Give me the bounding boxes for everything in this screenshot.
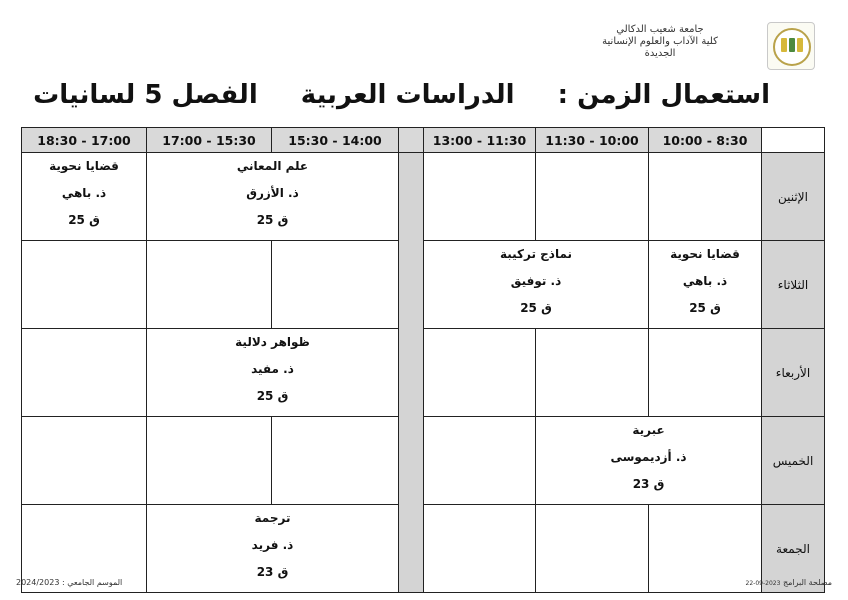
lunch-break-column: [399, 153, 424, 593]
issuer-label: مصلحة البرامج: [782, 578, 832, 587]
slot-header: 17:00 - 18:30: [22, 128, 147, 153]
session-cell: [536, 417, 762, 505]
session-cell: [424, 241, 649, 329]
session-course: نماذج تركيبة: [499, 247, 573, 261]
day-label: الثلاثاء: [762, 241, 825, 329]
footer-issuer: [746, 578, 832, 587]
empty-slot: [649, 329, 762, 417]
lunch-break: [399, 128, 424, 153]
university-name: جامعة شعيب الدكالي: [616, 24, 704, 35]
session-room: ق 25: [68, 213, 100, 227]
empty-slot: [536, 329, 649, 417]
empty-slot: [147, 241, 272, 329]
empty-slot: [272, 417, 399, 505]
empty-slot: [147, 417, 272, 505]
empty-slot: [424, 153, 536, 241]
empty-slot: [22, 417, 147, 505]
session-cell: [22, 153, 147, 241]
empty-slot: [536, 153, 649, 241]
university-header: [575, 24, 745, 60]
session-course: عبرية: [632, 423, 665, 437]
session-teacher: ذ. أزديموسى: [610, 450, 687, 464]
session-course: ترجمة: [254, 511, 291, 525]
session-teacher: ذ. مفيد: [251, 362, 294, 376]
timetable-header-row: [22, 128, 825, 153]
timetable: [21, 127, 825, 593]
university-logo: [767, 22, 815, 70]
day-row-friday: [22, 505, 825, 593]
session-teacher: ذ. باهي: [61, 186, 107, 200]
academic-year: الموسم الجامعي : 2024/2023: [16, 578, 123, 587]
session-teacher: ذ. توفيق: [510, 274, 562, 288]
title-semester: الفصل 5 لسانيات: [33, 80, 258, 110]
slot-header: 15:30 - 17:00: [147, 128, 272, 153]
page-title: [33, 80, 770, 110]
empty-slot: [272, 241, 399, 329]
session-room: ق 23: [256, 565, 289, 579]
header-corner: [762, 128, 825, 153]
empty-slot: [424, 417, 536, 505]
session-cell: [147, 329, 399, 417]
session-course: قضايا نحوية: [670, 247, 740, 261]
session-room: ق 25: [256, 213, 289, 227]
session-room: ق 25: [520, 301, 552, 315]
empty-slot: [22, 329, 147, 417]
session-teacher: ذ. باهي: [682, 274, 728, 288]
session-teacher: ذ. الأزرق: [246, 186, 299, 200]
day-row-thursday: [22, 417, 825, 505]
session-course: علم المعاني: [236, 159, 309, 173]
session-cell: [649, 241, 762, 329]
session-cell: [147, 505, 399, 593]
day-label: الأربعاء: [762, 329, 825, 417]
empty-slot: [424, 505, 536, 593]
day-row-wednesday: [22, 329, 825, 417]
session-room: ق 25: [256, 389, 289, 403]
issue-date: 2023-09-22: [745, 580, 781, 587]
empty-slot: [536, 505, 649, 593]
day-label: الخميس: [762, 417, 825, 505]
city-name: الجديدة: [644, 48, 676, 59]
logo-emblem: [781, 38, 803, 52]
empty-slot: [649, 153, 762, 241]
slot-header: 10:00 - 11:30: [536, 128, 649, 153]
session-course: قضايا نحوية: [49, 159, 119, 173]
slot-header: 11:30 - 13:00: [424, 128, 536, 153]
session-cell: [147, 153, 399, 241]
session-room: ق 25: [689, 301, 721, 315]
day-label: الإثنين: [762, 153, 825, 241]
slot-header: 14:00 - 15:30: [272, 128, 399, 153]
title-label: استعمال الزمن :: [557, 80, 770, 110]
session-course: ظواهر دلالية: [235, 335, 310, 349]
day-row-monday: [22, 153, 825, 241]
empty-slot: [424, 329, 536, 417]
session-room: ق 23: [632, 477, 665, 491]
title-program: الدراسات العربية: [300, 80, 515, 110]
session-teacher: ذ. فريد: [251, 538, 294, 552]
day-label: الجمعة: [762, 505, 825, 593]
empty-slot: [22, 241, 147, 329]
slot-header: 8:30 - 10:00: [649, 128, 762, 153]
faculty-name: كلية الآداب والعلوم الإنسانية: [602, 36, 718, 47]
day-row-tuesday: [22, 241, 825, 329]
